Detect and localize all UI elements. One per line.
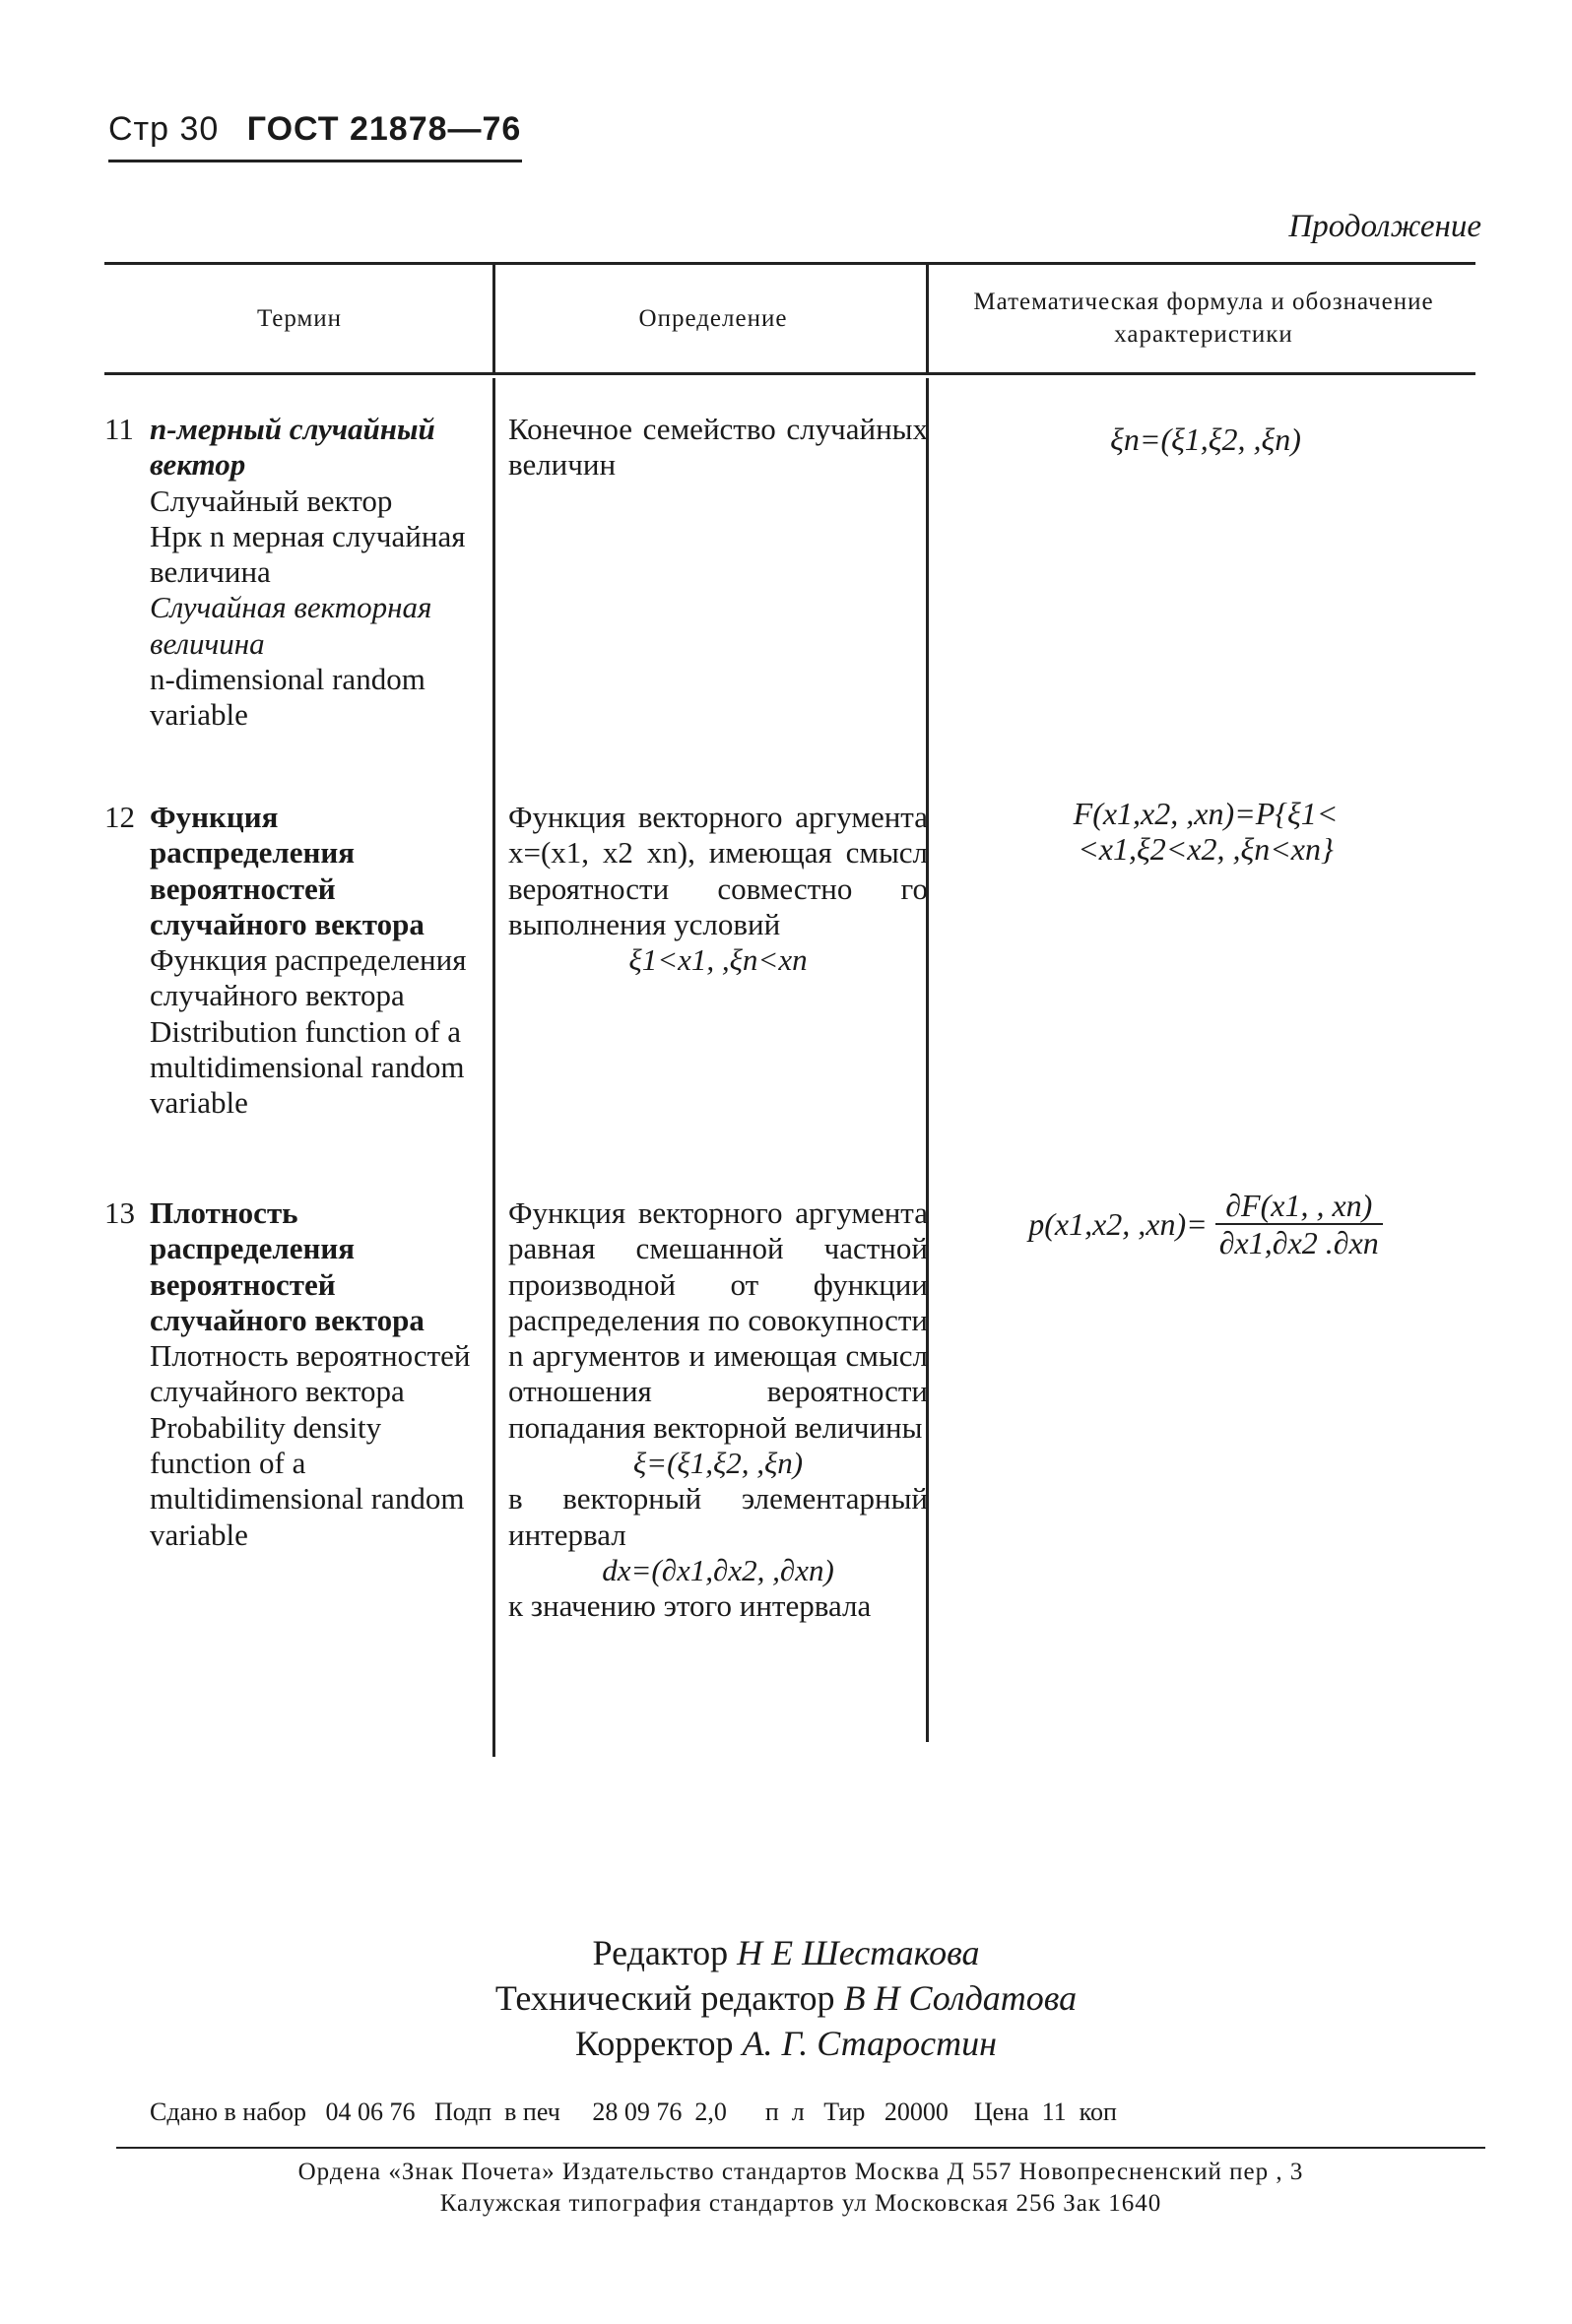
editor-name: Н Е Шестакова — [737, 1933, 980, 1972]
term-number: 11 — [104, 412, 134, 446]
column-divider-1 — [492, 378, 495, 1757]
column-header-definition: Определение — [638, 304, 788, 332]
formula-line-2: <x1,ξ2<x2, ,ξn<xn} — [1078, 831, 1334, 868]
definition-text: к значению этого интервала — [508, 1588, 872, 1624]
term-number: 13 — [104, 1195, 135, 1230]
definition-row-12 — [508, 800, 928, 978]
term-row-12 — [104, 800, 491, 1122]
term-title: Функция распределения вероятностей случайного вектора — [150, 800, 425, 941]
formula-fraction — [1215, 1188, 1383, 1261]
imprint-line: Сдано в набор 04 06 76 Подп в печ 28 09 76 2,0 п л Тир 20000 Цена 11 коп — [150, 2098, 1117, 2126]
column-header-term: Термин — [256, 304, 343, 332]
synonym: Функция распределения случайного вектора — [150, 942, 467, 1013]
editor-line — [0, 1930, 1572, 1975]
continuation-label: Продолжение — [1288, 209, 1481, 244]
proofreader-label: Корректор — [574, 2024, 734, 2063]
imprint-rule — [116, 2147, 1485, 2149]
term-title: n-мерный случайный вектор — [150, 412, 435, 483]
printer-line: Калужская типография стандартов ул Московская 256 Зак 1640 — [439, 2190, 1162, 2217]
column-divider-2-head — [926, 264, 929, 372]
credits — [0, 1930, 1572, 2066]
formula-line-1: F(x1,x2, ,xn)=P{ξ1< — [1073, 796, 1339, 831]
english-term: Distribution function of a multidimensional random variable — [150, 1013, 465, 1121]
definition-formula: ξ1<x1, ,ξn<xn — [628, 942, 808, 978]
tech-editor-label: Технический редактор — [494, 1978, 835, 2018]
document-code: ГОСТ 21878—76 — [246, 110, 522, 148]
formula-row-11: ξn=(ξ1,ξ2, ,ξn) — [1110, 421, 1301, 457]
tech-editor-line — [0, 1975, 1572, 2021]
synonym: Случайная векторная величина — [150, 590, 432, 661]
definition-formula: ξ=(ξ1,ξ2, ,ξn) — [632, 1446, 804, 1481]
term-number: 12 — [104, 800, 135, 834]
formula-row-13 — [936, 1188, 1475, 1261]
header-rule — [108, 160, 522, 162]
definition-row-11: Конечное семейство случайных величин — [508, 412, 928, 483]
formula-lhs: p(x1,x2, ,xn)= — [1028, 1206, 1208, 1243]
term-row-13 — [104, 1195, 491, 1553]
page-number: Стр 30 — [108, 110, 220, 148]
definition-formula: dx=(∂x1,∂x2, ,∂xn) — [602, 1552, 834, 1587]
editor-label: Редактор — [592, 1933, 729, 1972]
formula-row-12 — [936, 796, 1475, 868]
tech-editor-name: В Н Солдатова — [843, 1978, 1078, 2018]
proofreader-name: А. Г. Старостин — [742, 2024, 998, 2063]
term-title: Плотность распределения вероятностей случайного вектора — [150, 1195, 425, 1337]
english-term: Probability density function of a multidimensional random variable — [150, 1409, 465, 1552]
term-row-11 — [104, 412, 491, 734]
synonym: Случайный вектор — [150, 483, 393, 518]
fraction-denominator: ∂x1,∂x2 .∂xn — [1218, 1225, 1379, 1261]
definition-text: Функция векторного аргумента x=(x1, x2 xn), имеющая смысл вероятности совместно го выполнения условий — [508, 800, 928, 941]
column-header-formula: Математическая формула и обозначение характеристики — [973, 289, 1434, 348]
definition-row-13 — [508, 1195, 928, 1625]
english-term: n-dimensional random variable — [150, 662, 426, 733]
column-divider-1-head — [492, 264, 495, 372]
proofreader-line — [0, 2021, 1572, 2066]
definition-text: Функция векторного аргумента равная смешанной частной производной от функции распределения по совокупности n аргументов и имеющая смысл отношения вероятности попадания векторной величины — [508, 1195, 928, 1445]
fraction-numerator: ∂F(x1, , xn) — [1215, 1188, 1383, 1225]
deprecated-term: Нрк n мерная случайная величина — [150, 518, 466, 590]
synonym: Плотность вероятностей случайного вектора — [150, 1338, 471, 1409]
publisher-line: Ордена «Знак Почета» Издательство стандартов Москва Д 557 Новопресненский пер , 3 — [297, 2159, 1304, 2185]
publisher-footer — [116, 2157, 1485, 2220]
page-header — [108, 110, 521, 149]
table-header-rule — [104, 372, 1475, 375]
definition-text: в векторный элементарный интервал — [508, 1481, 928, 1552]
